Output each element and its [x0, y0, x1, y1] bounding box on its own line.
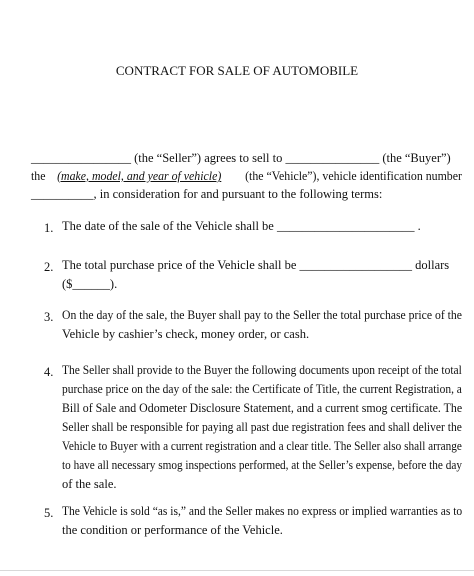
item-4-line: of the sale. [62, 477, 117, 491]
vehicle-description-field: (make, model, and year of vehicle) [57, 169, 222, 183]
item-4-line: Bill of Sale and Odometer Disclosure Statement, and a current smog certificate. The [62, 401, 463, 415]
buyer-blank: _______________ [285, 151, 380, 165]
intro-line-2 [31, 168, 462, 184]
item-4-line: Seller shall be responsible for paying all past due registration fees and shall deliver the [62, 420, 462, 434]
terms-text: , in consideration for and pursuant to the following terms: [93, 187, 383, 201]
seller-text: (the “Seller”) agrees to sell to [131, 151, 286, 165]
intro-line-1 [31, 150, 451, 166]
item-2-line: ($______). [62, 277, 118, 291]
vin-blank: __________ [31, 187, 94, 201]
item-5-line: the condition or performance of the Vehicle. [62, 523, 283, 537]
item-4-line: Vehicle to Buyer with a current registration and a clear title. The Seller also shall arrange [62, 439, 462, 453]
item-4-number: 4. [44, 365, 54, 379]
page-edge-divider [0, 570, 474, 571]
seller-blank: ________________ [31, 151, 131, 165]
item-4-line: The Seller shall provide to the Buyer the following documents upon receipt of the total [62, 363, 462, 377]
item-3-line: On the day of the sale, the Buyer shall pay to the Seller the total purchase price of the [62, 308, 462, 322]
item-2-line: The total purchase price of the Vehicle shall be __________________ dollars [62, 258, 450, 272]
vehicle-text: (the “Vehicle”), vehicle identification number [242, 169, 462, 183]
item-1-line: The date of the sale of the Vehicle shall be ______________________ . [62, 219, 421, 233]
buyer-text: (the “Buyer”) [379, 151, 451, 165]
item-3-line: Vehicle by cashier’s check, money order, or cash. [62, 327, 310, 341]
item-5-line: The Vehicle is sold “as is,” and the Seller makes no express or implied warranties as to [62, 504, 463, 518]
intro-line-3 [31, 186, 382, 202]
item-5-number: 5. [44, 506, 54, 520]
item-3-number: 3. [44, 310, 54, 324]
document-title: CONTRACT FOR SALE OF AUTOMOBILE [115, 63, 359, 78]
item-4-line: to have all necessary smog inspections performed, at the Seller’s expense, before the day [62, 458, 462, 472]
item-1-number: 1. [44, 221, 54, 235]
the-text: the [31, 169, 46, 183]
item-2-number: 2. [44, 260, 54, 274]
item-4-line: purchase price on the day of the sale: the Certificate of Title, the current Registration, a [62, 382, 462, 396]
